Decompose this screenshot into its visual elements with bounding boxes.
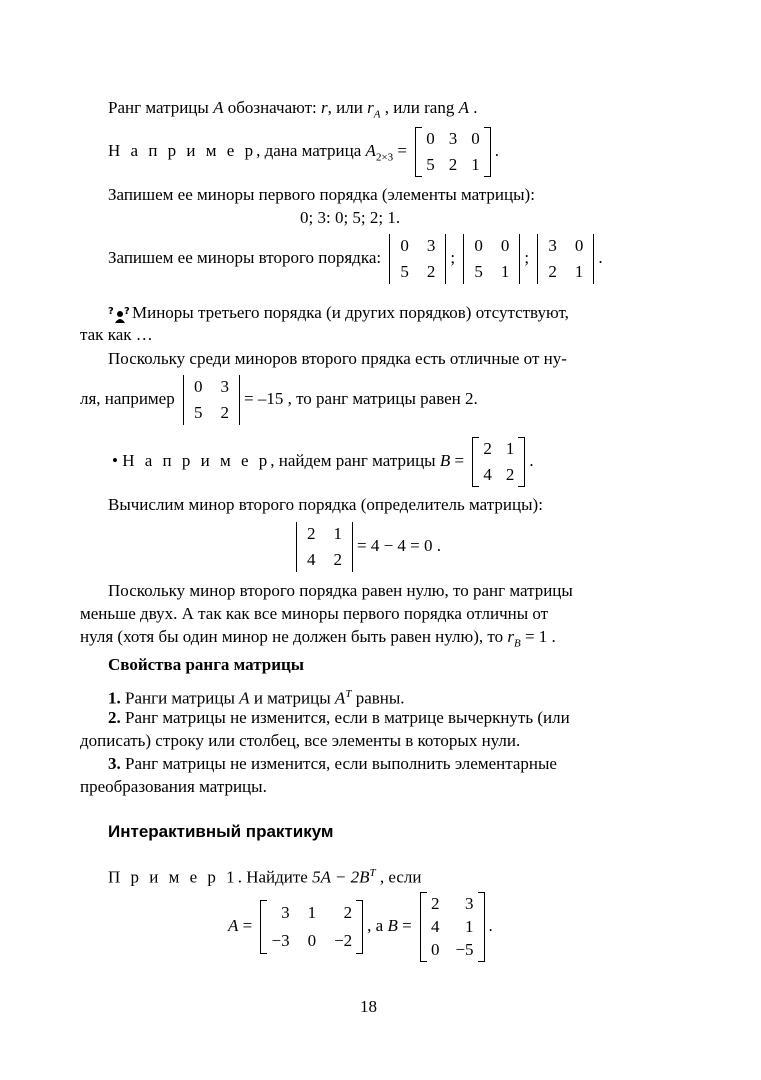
- calc-det: 2 1 4 2: [296, 522, 353, 572]
- conclusion-line3: нуля (хотя бы один минор не должен быть равен нулю), то $r_B = 1$ .: [80, 627, 556, 650]
- since-paragraph-cont: ля, например 0 3 5 2 = –15 , то ранг матрицы равен 2.: [80, 372, 478, 426]
- svg-text:?: ?: [108, 306, 114, 318]
- property-3-cont: преобразования матрицы.: [80, 777, 267, 796]
- practicum-matrices: A = 3 1 2 −3 0 −2 , а B = 2 3 4 1 0 −5 .: [228, 886, 493, 966]
- example-matrix-b: • Н а п р и м е р, найдем ранг матрицы B = 2 1 4 2 .: [112, 433, 534, 489]
- property-3: 3. Ранг матрицы не изменится, если выполнить элементарные: [108, 754, 557, 773]
- question-people-icon: [108, 305, 132, 323]
- minor-det-2: 0 0 5 1: [463, 234, 520, 284]
- practicum-matrix-b: 2 3 4 1 0 −5: [420, 892, 485, 962]
- minors-first-order-heading: Запишем ее миноры первого порядка (элементы матрицы):: [108, 185, 535, 204]
- property-2: 2. Ранг матрицы не изменится, если в матрице вычеркнуть (или: [108, 708, 570, 727]
- practicum-example-1: П р и м е р 1. Найдите $5A - 2B^T$ , если: [108, 867, 422, 887]
- question-paragraph: ? ? Миноры третьего порядка (и других порядков) отсутствуют,: [108, 303, 569, 322]
- conclusion-line2: меньше двух. А так как все миноры первого порядка отличны от: [80, 604, 549, 623]
- question-paragraph-cont: так как …: [80, 325, 153, 344]
- property-1: 1. Ранги матрицы A и матрицы $A^T$ равны.: [108, 688, 405, 708]
- minors-second-order: Запишем ее миноры второго порядка: 0 3 5 2 ; 0 0 5 1 ; 3 0 2 1 .: [108, 234, 603, 284]
- properties-title: Свойства ранга матрицы: [108, 655, 305, 674]
- calc-heading: Вычислим минор второго порядка (определитель матрицы):: [108, 495, 543, 514]
- since-paragraph: Поскольку среди миноров второго прядка есть отличные от ну-: [108, 349, 567, 368]
- minor-det-1: 0 3 5 2: [389, 234, 446, 284]
- property-2-cont: дописать) строку или столбец, все элементы в которых нули.: [80, 731, 521, 750]
- rank-notation-line: Ранг матрицы A обозначают: r, или $r_A$ , или rang A .: [108, 98, 478, 121]
- conclusion-line1: Поскольку минор второго порядка равен нулю, то ранг матрицы: [108, 581, 573, 600]
- example-matrix-a: Н а п р и м е р, дана матрица $A_{2\times 3}$ = 0 3 0 5 2 1 .: [108, 127, 499, 181]
- practicum-title: Интерактивный практикум: [108, 822, 334, 841]
- example-det: 0 3 5 2: [183, 375, 240, 425]
- matrix-a-2x3: 0 3 0 5 2 1: [415, 127, 491, 177]
- page-number: 18: [360, 997, 377, 1016]
- svg-text:?: ?: [124, 306, 130, 318]
- matrix-b-2x2: 2 1 4 2: [472, 437, 525, 487]
- practicum-matrix-a: 3 1 2 −3 0 −2: [260, 900, 363, 954]
- minors-first-order-list: 0; 3: 0; 5; 2; 1.: [300, 208, 401, 227]
- minor-det-3: 3 0 2 1: [537, 234, 594, 284]
- calc-det-line: 2 1 4 2 = 4 − 4 = 0 .: [292, 520, 441, 572]
